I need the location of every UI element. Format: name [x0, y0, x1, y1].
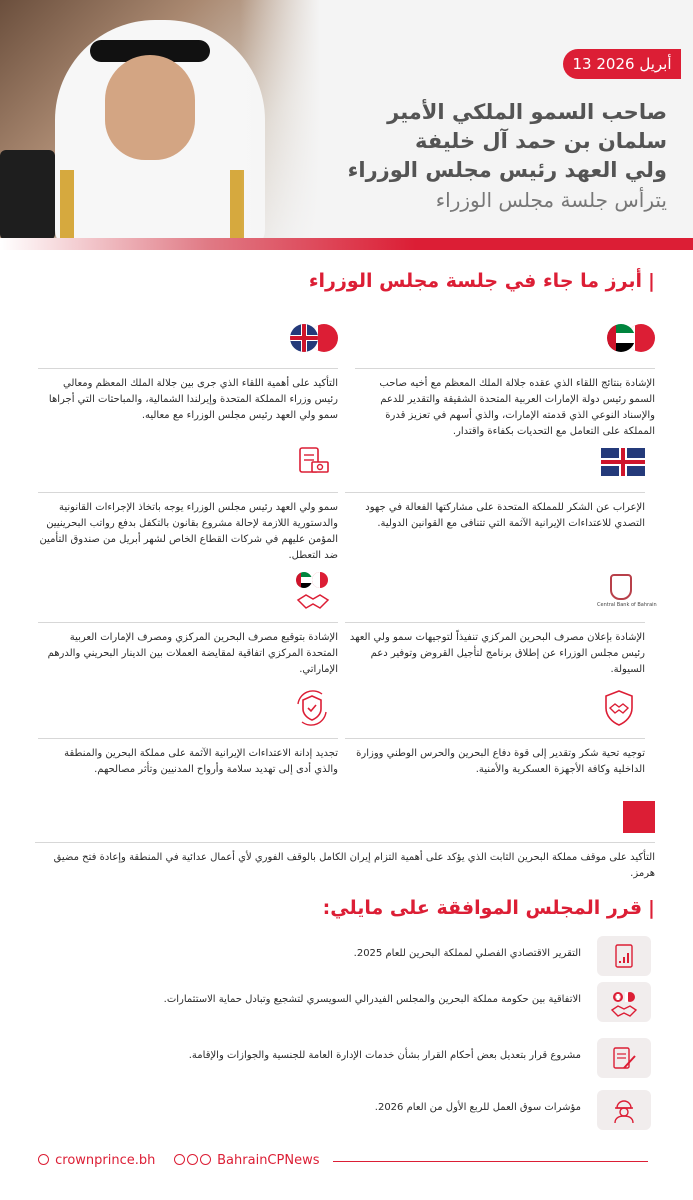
- decision-text-3: مشروع قرار بتعديل بعض أحكام القرار بشأن خدمات الإدارة العامة للجنسية والجوازات والإقامة.: [188, 1050, 581, 1061]
- red-stripe-divider: [0, 238, 693, 250]
- highlight-text-9: التأكيد على موقف مملكة البحرين الثابت الذي يؤكد على أهمية التزام إيران الكامل بالوقف الفوري لأي أعمال عدائية في المنطقة وإعادة فتح مضيق هرمز.: [53, 852, 655, 879]
- bahrain-uae-handshake-icon: [290, 572, 338, 588]
- highlights-heading: |أبرز ما جاء في جلسة مجلس الوزراء: [308, 270, 655, 292]
- globe-icon: [38, 1154, 49, 1165]
- shield-refresh-icon: [292, 688, 332, 728]
- decisions-heading: |قرر المجلس الموافقة على مايلي:: [322, 897, 655, 919]
- document-money-icon: [292, 442, 332, 482]
- document-pen-icon: [610, 1046, 638, 1072]
- decision-item-1: [41, 936, 651, 976]
- worker-icon: [610, 1098, 638, 1124]
- handshake-icon: [296, 592, 330, 612]
- agreement-handshake-icon: [610, 990, 638, 1020]
- decision-text-4: مؤشرات سوق العمل للربع الأول من العام 2026.: [374, 1102, 581, 1113]
- highlight-text-7: توجيه تحية شكر وتقدير إلى قوة دفاع البحرين والحرس الوطني ووزارة الداخلية وكافة الأجهزة العسكرية والأمنية.: [356, 748, 645, 775]
- website-text: crownprince.bh: [55, 1153, 156, 1168]
- social-handle-link[interactable]: [174, 1153, 319, 1168]
- decision-text-1: التقرير الاقتصادي الفصلي لمملكة البحرين للعام 2025.: [353, 948, 581, 959]
- title-line-1: صاحب السمو الملكي الأمير: [387, 100, 667, 124]
- highlight-text-1: الإشادة بنتائج اللقاء الذي عقده جلالة الملك المعظم مع أخيه صاحب السمو رئيس دولة الإمارات العربية المتحدة الشقيقة والتقدير للدعم والإسناد النوعي الذي قدمته الإمارات، والذي أسهم في تعزيز قدرة المملكة على التعامل مع التحديات بكفاءة واقتدار.: [379, 378, 655, 437]
- report-chart-icon: [610, 944, 638, 970]
- instagram-icon: [174, 1154, 185, 1165]
- decision-item-2: [41, 982, 651, 1022]
- title-line-2: سلمان بن حمد آل خليفة: [414, 129, 667, 153]
- highlight-text-3: الإعراب عن الشكر للمملكة المتحدة على مشاركتها الفعالة في جهود التصدي للاعتداءات الإيرانية الآثمة التي تتنافى مع القوانين الدولية.: [365, 502, 645, 529]
- social-handle-text: BahrainCPNews: [217, 1153, 320, 1168]
- highlight-text-5: الإشادة بإعلان مصرف البحرين المركزي تنفيذاً لتوجيهات سمو ولي العهد رئيس مجلس الوزراء عن إطلاق برنامج لتأجيل القروض وتوفير دعم السيولة.: [349, 632, 645, 675]
- footer-divider: [333, 1161, 648, 1162]
- highlight-text-8: تجديد إدانة الاعتداءات الإيرانية الآثمة على مملكة البحرين والمنطقة والذي أدى إلى تهديد سلامة وأرواح المدنيين وتأثر مصالحهم.: [64, 748, 338, 775]
- title-line-3: ولي العهد رئيس مجلس الوزراء: [347, 158, 667, 182]
- title-line-4: يترأس جلسة مجلس الوزراء: [435, 188, 667, 212]
- date-badge: 13 أبريل 2026: [563, 49, 681, 79]
- bahrain-flag-icon: [611, 801, 655, 833]
- youtube-icon: [200, 1154, 211, 1165]
- bahrain-uae-flags-icon: [607, 324, 655, 352]
- highlight-text-6: الإشادة بتوقيع مصرف البحرين المركزي ومصرف الإمارات العربية المتحدة المركزي اتفاقية لمقايضة العملات بين الدينار البحريني والدرهم الإماراتي.: [47, 632, 338, 675]
- highlight-text-2: التأكيد على أهمية اللقاء الذي جرى بين جلالة الملك المعظم ومعالي رئيس وزراء المملكة المتحدة وإيرلندا الشمالية، والمباحثات التي أجراها سمو ولي العهد رئيس مجلس الوزراء مع معاليه.: [48, 378, 338, 421]
- header-banner: [0, 0, 693, 240]
- highlight-text-4: سمو ولي العهد رئيس مجلس الوزراء يوجه باتخاذ الإجراءات القانونية والدستورية اللازمة لإحالة مشروع بقانون بالتكفل بدفع رواتب البحرينيين المؤمن عليهم في شركات القطاع الخاص لشهر أبريل من صندوق التأمين ضد التعطل.: [39, 502, 338, 561]
- page-title: [267, 98, 667, 215]
- uk-flag-icon: [601, 448, 645, 476]
- central-bank-logo-icon: Central Bank of Bahrain: [597, 572, 645, 614]
- decision-item-3: [41, 1038, 651, 1078]
- handshake-shield-icon: [599, 688, 639, 728]
- bahrain-uk-flags-icon: [290, 324, 338, 352]
- decision-item-4: [41, 1090, 651, 1130]
- x-icon: [187, 1154, 198, 1165]
- decision-text-2: الاتفاقية بين حكومة مملكة البحرين والمجلس الفيدرالي السويسري لتشجيع وتبادل حماية الاستثمارات.: [163, 994, 581, 1005]
- website-link[interactable]: [38, 1153, 155, 1168]
